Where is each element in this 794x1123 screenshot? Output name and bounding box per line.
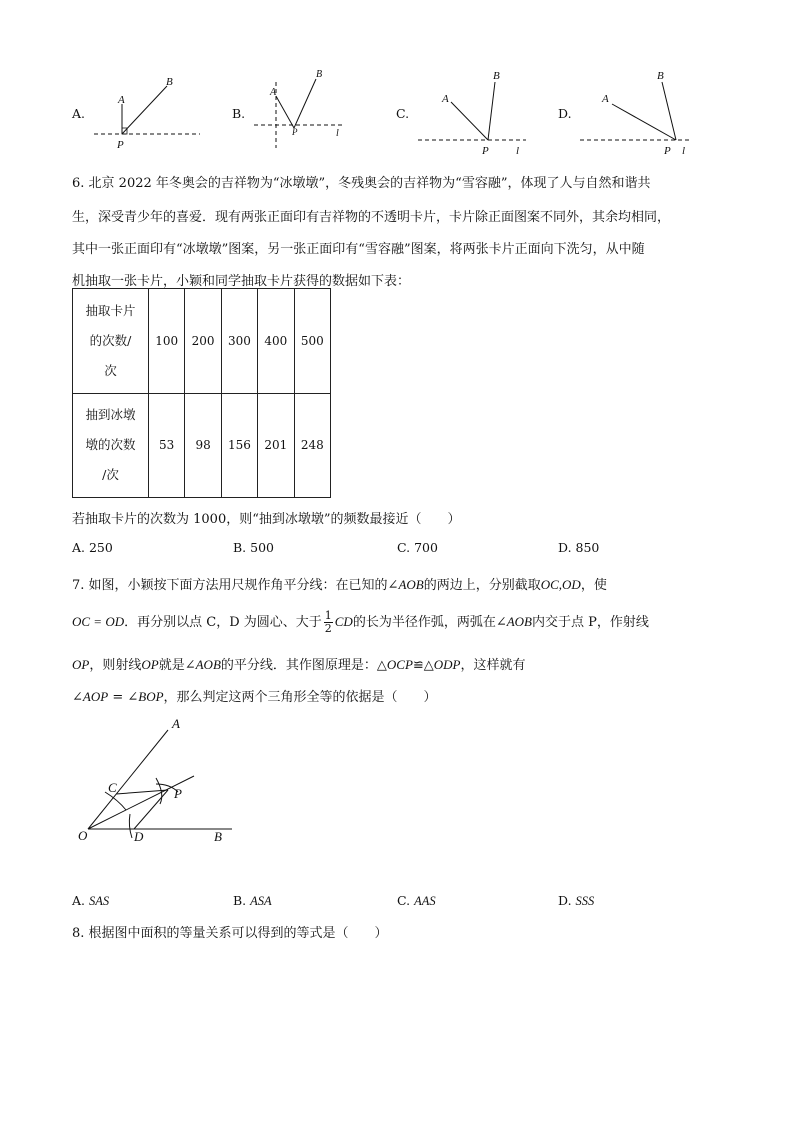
point-d-label: D bbox=[134, 829, 144, 844]
point-a-label: A bbox=[270, 87, 277, 98]
option-label: A. bbox=[72, 106, 86, 121]
table-row bbox=[73, 289, 331, 394]
q6-option-b[interactable]: B. 500 bbox=[233, 540, 274, 555]
point-b-label: B bbox=[214, 829, 222, 844]
table-cell: 500 bbox=[294, 289, 330, 394]
table-cell: 98 bbox=[185, 393, 221, 498]
table-cell: 248 bbox=[294, 393, 330, 498]
point-p-label: P bbox=[664, 145, 671, 157]
point-a-label: A bbox=[172, 716, 180, 731]
table-cell: 300 bbox=[221, 289, 257, 394]
q6-text-line-1: 6. 北京 2022 年冬奥会的吉祥物为“冰墩墩”，冬残奥会的吉祥物为“雪容融”，体现了人与自然和谐共 bbox=[72, 176, 651, 191]
q5-option-d[interactable] bbox=[558, 64, 698, 159]
table-cell: 156 bbox=[221, 393, 257, 498]
q6-text-line-4: 机抽取一张卡片，小颖和同学抽取卡片获得的数据如下表： bbox=[72, 274, 411, 289]
table-cell: 201 bbox=[258, 393, 294, 498]
q5-option-c[interactable] bbox=[396, 64, 536, 159]
q7-option-a[interactable]: A. SAS bbox=[72, 893, 110, 908]
q7-option-d[interactable]: D. SSS bbox=[558, 893, 595, 908]
q8-text: 8. 根据图中面积的等量关系可以得到的等式是（ ） bbox=[72, 926, 388, 941]
q5-option-b[interactable] bbox=[232, 62, 372, 152]
point-b-label: B bbox=[166, 76, 173, 88]
table-cell: 200 bbox=[185, 289, 221, 394]
table-cell: 100 bbox=[149, 289, 185, 394]
table-row bbox=[73, 393, 331, 498]
point-a-label: A bbox=[118, 94, 125, 106]
point-p-label: P bbox=[292, 127, 298, 137]
frequency-table bbox=[72, 288, 331, 498]
option-label: D. bbox=[558, 106, 572, 121]
angle-figure-d bbox=[558, 64, 698, 159]
row-header: 抽取卡片 的次数/ 次 bbox=[73, 289, 149, 394]
angle-figure-b bbox=[232, 62, 372, 152]
point-b-label: B bbox=[657, 70, 664, 82]
angle-figure-a bbox=[72, 70, 212, 155]
point-a-label: A bbox=[442, 93, 449, 105]
line-l-label: l bbox=[336, 128, 339, 139]
line-l-label: l bbox=[516, 145, 520, 157]
row-header: 抽到冰墩 墩的次数 /次 bbox=[73, 393, 149, 498]
q6-option-d[interactable]: D. 850 bbox=[558, 540, 600, 555]
q7-text-line-3: OP，则射线OP就是∠AOB的平分线．其作图原理是：△OCP≌△ODP，这样就有 bbox=[72, 657, 526, 673]
option-label: B. bbox=[232, 106, 246, 121]
point-p-label: P bbox=[117, 139, 124, 151]
q6-question: 若抽取卡片的次数为 1000，则“抽到冰墩墩”的频数最接近（ ） bbox=[72, 512, 461, 527]
point-a-label: A bbox=[602, 93, 609, 105]
point-o-label: O bbox=[78, 828, 88, 843]
angle-bisector-figure bbox=[70, 712, 250, 852]
q7-text-line-2: OC = OD．再分别以点 C，D 为圆心、大于 $\frac{1}{2}$ CD的长为半径作弧，两弧在∠AOB内交于点 P，作射线 bbox=[72, 609, 649, 635]
point-b-label: B bbox=[316, 69, 323, 80]
q6-option-c[interactable]: C. 700 bbox=[397, 540, 438, 555]
table-cell: 400 bbox=[258, 289, 294, 394]
angle-figure-c bbox=[396, 64, 536, 159]
q7-option-b[interactable]: B. ASA bbox=[233, 893, 272, 908]
q7-text-line-1: 7. 如图，小颖按下面方法用尺规作角平分线：在已知的∠AOB的两边上，分别截取OC,OD，使 bbox=[72, 577, 607, 593]
q5-option-a[interactable] bbox=[72, 70, 212, 155]
q6-text-line-2: 生，深受青少年的喜爱．现有两张正面印有吉祥物的不透明卡片，卡片除正面图案不同外，其余均相同， bbox=[72, 210, 671, 225]
q6-text-line-3: 其中一张正面印有“冰墩墩”图案，另一张正面印有“雪容融”图案，将两张卡片正面向下洗匀，从中随 bbox=[72, 242, 645, 257]
fraction-one-half: $\frac{1}{2}$ bbox=[324, 609, 332, 635]
line-l-label: l bbox=[682, 145, 686, 157]
q6-option-a[interactable]: A. 250 bbox=[72, 540, 113, 555]
point-b-label: B bbox=[493, 70, 500, 82]
point-c-label: C bbox=[108, 780, 117, 795]
table-cell: 53 bbox=[149, 393, 185, 498]
q7-text-line-4: ∠AOP = ∠BOP，那么判定这两个三角形全等的依据是（ ） bbox=[72, 689, 437, 705]
q7-option-c[interactable]: C. AAS bbox=[397, 893, 436, 908]
point-p-label: P bbox=[482, 145, 489, 157]
option-label: C. bbox=[396, 106, 410, 121]
point-p-label: P bbox=[174, 786, 182, 801]
